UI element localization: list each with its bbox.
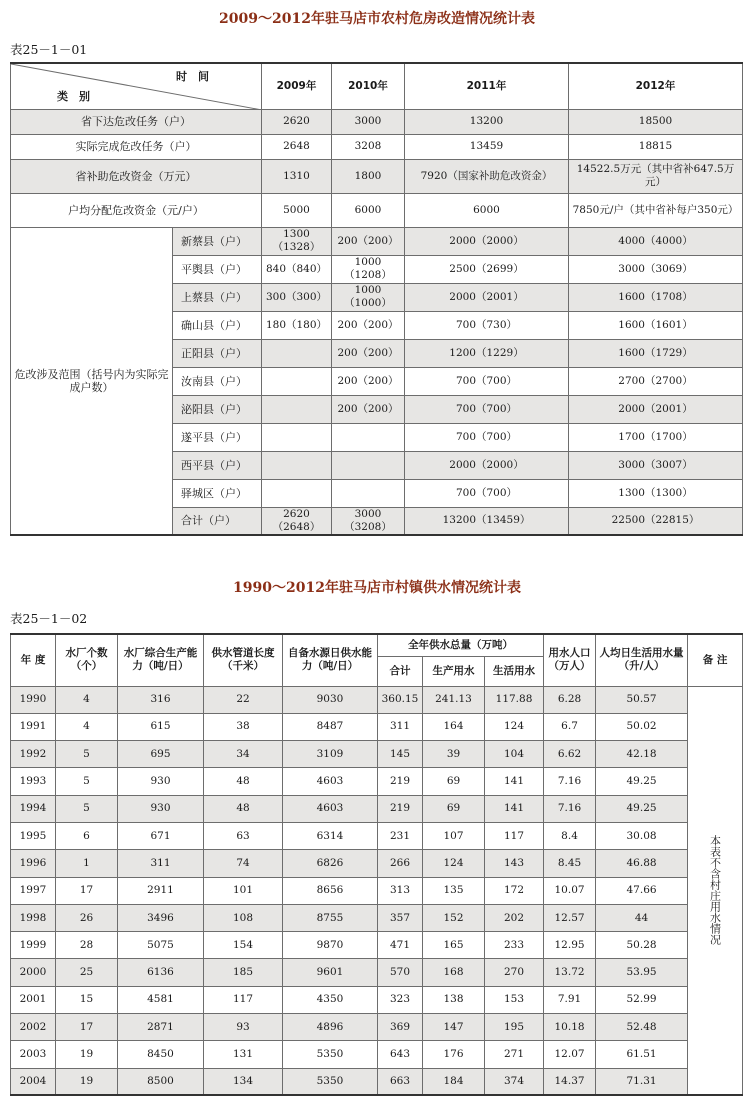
table-cell: 8500 (118, 1068, 204, 1095)
table-row (11, 1014, 743, 1041)
table-row (11, 850, 743, 877)
table-cell: 124 (423, 850, 485, 877)
table-cell: 1997 (11, 877, 56, 904)
table-cell: 1995 (11, 822, 56, 849)
table-cell: 6.62 (544, 741, 596, 768)
table-cell: 1999 (11, 932, 56, 959)
table-cell: 200（200） (332, 367, 405, 395)
col-header-year: 年 度 (11, 634, 56, 686)
table1-title: 2009～2012年驻马店市农村危房改造情况统计表 (219, 11, 535, 27)
table-cell: 5350 (283, 1068, 378, 1095)
table-cell: 172 (485, 877, 544, 904)
year-header: 2010年 (332, 63, 405, 109)
table-cell: 10.18 (544, 1014, 596, 1041)
col-header-pipe: 供水管道长度（千米） (204, 634, 283, 686)
table-cell: 4581 (118, 986, 204, 1013)
table-cell: 4000（4000） (569, 227, 743, 255)
table-cell: 180（180） (262, 311, 332, 339)
col-header-remarks: 备 注 (688, 634, 743, 686)
table-cell: 8656 (283, 877, 378, 904)
year-header: 2009年 (262, 63, 332, 109)
table-row (11, 822, 743, 849)
table-cell: 18500 (569, 109, 743, 134)
table-cell: 101 (204, 877, 283, 904)
table-cell: 2004 (11, 1068, 56, 1095)
table-cell: 3000（3069） (569, 255, 743, 283)
county-label: 正阳县（户） (173, 339, 262, 367)
table-cell: 44 (596, 904, 688, 931)
time-header-label: 时 间 (176, 70, 209, 83)
table-cell: 195 (485, 1014, 544, 1041)
table-cell: 8.45 (544, 850, 596, 877)
table-cell (262, 395, 332, 423)
table-cell: 615 (118, 713, 204, 740)
table-row (11, 986, 743, 1013)
col-header-annual-total: 全年供水总量（万吨） (378, 634, 544, 656)
table-cell: 1998 (11, 904, 56, 931)
table-cell: 117 (204, 986, 283, 1013)
table-cell: 154 (204, 932, 283, 959)
table-row (11, 159, 743, 193)
table-row (11, 193, 743, 227)
table-cell: 3496 (118, 904, 204, 931)
year-header: 2012年 (569, 63, 743, 109)
table-cell: 3000（3007） (569, 451, 743, 479)
table-row (11, 877, 743, 904)
table-cell (332, 423, 405, 451)
table-cell: 108 (204, 904, 283, 931)
county-label: 上蔡县（户） (173, 283, 262, 311)
table-cell: 8.4 (544, 822, 596, 849)
county-label: 合计（户） (173, 507, 262, 535)
table-cell: 2500（2699） (405, 255, 569, 283)
table-cell: 141 (485, 768, 544, 795)
table-cell: 74 (204, 850, 283, 877)
table-cell: 3000（3208） (332, 507, 405, 535)
table-cell: 168 (423, 959, 485, 986)
county-label: 西平县（户） (173, 451, 262, 479)
year-header: 2011年 (405, 63, 569, 109)
table-cell: 17 (56, 877, 118, 904)
table-cell: 46.88 (596, 850, 688, 877)
table-cell: 9030 (283, 686, 378, 713)
table-cell: 2000（2000） (405, 227, 569, 255)
row-label: 户均分配危改资金（元/户） (11, 193, 262, 227)
table-cell: 61.51 (596, 1041, 688, 1068)
table-cell: 50.02 (596, 713, 688, 740)
table-cell: 25 (56, 959, 118, 986)
table-cell: 4603 (283, 795, 378, 822)
table-cell: 271 (485, 1041, 544, 1068)
table-cell: 1200（1229） (405, 339, 569, 367)
table-cell: 570 (378, 959, 423, 986)
table-cell: 231 (378, 822, 423, 849)
category-header-label: 类 别 (57, 90, 90, 103)
table-cell: 69 (423, 768, 485, 795)
table-cell: 39 (423, 741, 485, 768)
table-cell: 2003 (11, 1041, 56, 1068)
table-cell (262, 423, 332, 451)
table-cell: 4 (56, 713, 118, 740)
table-cell: 50.28 (596, 932, 688, 959)
table-cell: 1993 (11, 768, 56, 795)
table-cell: 200（200） (332, 395, 405, 423)
table-cell: 1300（1300） (569, 479, 743, 507)
table-cell: 185 (204, 959, 283, 986)
table-cell: 8450 (118, 1041, 204, 1068)
table-cell: 2000 (11, 959, 56, 986)
table-cell: 357 (378, 904, 423, 931)
table-cell: 12.07 (544, 1041, 596, 1068)
table-cell: 1600（1729） (569, 339, 743, 367)
county-label: 新蔡县（户） (173, 227, 262, 255)
table-cell: 700（700） (405, 479, 569, 507)
table-cell: 17 (56, 1014, 118, 1041)
row-label: 省补助危改资金（万元） (11, 159, 262, 193)
table2-code: 表25－1－02 (10, 611, 88, 626)
table-row (11, 1068, 743, 1095)
table-cell: 1000（1000） (332, 283, 405, 311)
table-cell: 360.15 (378, 686, 423, 713)
table-row (11, 1041, 743, 1068)
table-cell: 1600（1708） (569, 283, 743, 311)
table-cell: 7920（国家补助危改资金） (405, 159, 569, 193)
table-cell: 50.57 (596, 686, 688, 713)
col-header-self-supply: 自备水源日供水能力（吨/日） (283, 634, 378, 686)
table-row (11, 959, 743, 986)
table-cell: 18815 (569, 134, 743, 159)
table-cell: 52.48 (596, 1014, 688, 1041)
table-cell: 49.25 (596, 795, 688, 822)
table-cell: 49.25 (596, 768, 688, 795)
table-cell: 6 (56, 822, 118, 849)
table-cell: 107 (423, 822, 485, 849)
table-cell (262, 451, 332, 479)
table-cell: 5350 (283, 1041, 378, 1068)
table-cell: 8755 (283, 904, 378, 931)
table-cell: 28 (56, 932, 118, 959)
table-cell: 7.91 (544, 986, 596, 1013)
table-cell: 6000 (332, 193, 405, 227)
county-label: 确山县（户） (173, 311, 262, 339)
table-cell: 643 (378, 1041, 423, 1068)
col-header-plants: 水厂个数（个） (56, 634, 118, 686)
table-cell: 5 (56, 768, 118, 795)
table-cell: 30.08 (596, 822, 688, 849)
table-cell: 3109 (283, 741, 378, 768)
table-row (11, 904, 743, 931)
table-cell: 2700（2700） (569, 367, 743, 395)
table-cell: 200（200） (332, 311, 405, 339)
table-cell: 233 (485, 932, 544, 959)
county-label: 泌阳县（户） (173, 395, 262, 423)
table-cell: 5 (56, 795, 118, 822)
table-cell: 6136 (118, 959, 204, 986)
table-cell: 2000（2001） (569, 395, 743, 423)
table-cell: 143 (485, 850, 544, 877)
table-cell: 219 (378, 795, 423, 822)
table-cell: 48 (204, 795, 283, 822)
table-row (11, 768, 743, 795)
water-supply-table (10, 633, 743, 1096)
table-cell: 1992 (11, 741, 56, 768)
table-cell: 202 (485, 904, 544, 931)
table-cell (262, 339, 332, 367)
table-cell: 700（700） (405, 367, 569, 395)
table-cell: 6.7 (544, 713, 596, 740)
table-cell: 14522.5万元（其中省补647.5万元） (569, 159, 743, 193)
table-cell: 147 (423, 1014, 485, 1041)
table-cell: 117 (485, 822, 544, 849)
rural-housing-table (10, 62, 743, 536)
table-cell: 93 (204, 1014, 283, 1041)
table-cell: 930 (118, 795, 204, 822)
table-cell: 9870 (283, 932, 378, 959)
table-cell: 184 (423, 1068, 485, 1095)
table-cell: 138 (423, 986, 485, 1013)
table-row (11, 795, 743, 822)
table-cell: 266 (378, 850, 423, 877)
table-cell: 164 (423, 713, 485, 740)
table-cell: 313 (378, 877, 423, 904)
table-cell: 2911 (118, 877, 204, 904)
table-cell: 700（700） (405, 395, 569, 423)
table-cell: 369 (378, 1014, 423, 1041)
col-header-per-capita: 人均日生活用水量（升/人） (596, 634, 688, 686)
table2-title: 1990～2012年驻马店市村镇供水情况统计表 (233, 580, 521, 596)
diagonal-header-cell (11, 63, 262, 109)
table-cell: 145 (378, 741, 423, 768)
table-cell: 700（730） (405, 311, 569, 339)
table-cell: 6314 (283, 822, 378, 849)
table-cell: 34 (204, 741, 283, 768)
table-cell: 1991 (11, 713, 56, 740)
table-cell: 63 (204, 822, 283, 849)
table-cell: 42.18 (596, 741, 688, 768)
table-row (11, 109, 743, 134)
table-cell: 176 (423, 1041, 485, 1068)
table-row (11, 227, 743, 255)
table-cell: 38 (204, 713, 283, 740)
col-header-domestic: 生活用水 (485, 656, 544, 686)
table-cell: 840（840） (262, 255, 332, 283)
table-cell: 1300（1328） (262, 227, 332, 255)
table-cell: 1600（1601） (569, 311, 743, 339)
table-cell: 26 (56, 904, 118, 931)
county-label: 平舆县（户） (173, 255, 262, 283)
table-cell: 1700（1700） (569, 423, 743, 451)
table-cell: 12.57 (544, 904, 596, 931)
table-cell: 19 (56, 1041, 118, 1068)
table-cell: 241.13 (423, 686, 485, 713)
table-cell: 2871 (118, 1014, 204, 1041)
table-cell: 2002 (11, 1014, 56, 1041)
table-cell: 2620（2648） (262, 507, 332, 535)
table-cell: 7850元/户（其中省补每户350元） (569, 193, 743, 227)
table-cell: 6.28 (544, 686, 596, 713)
table-row (11, 686, 743, 713)
table-cell: 1800 (332, 159, 405, 193)
table-cell: 1996 (11, 850, 56, 877)
table-cell (262, 367, 332, 395)
table-row (11, 932, 743, 959)
table-cell: 10.07 (544, 877, 596, 904)
table-cell: 71.31 (596, 1068, 688, 1095)
table-row (11, 741, 743, 768)
table-cell: 471 (378, 932, 423, 959)
scope-label: 危改涉及范围（括号内为实际完成户数） (11, 227, 173, 535)
table-cell: 671 (118, 822, 204, 849)
table-cell: 14.37 (544, 1068, 596, 1095)
table-cell: 48 (204, 768, 283, 795)
remarks-note: 本表不含村庄用水情况 (688, 686, 743, 1095)
table-cell: 6826 (283, 850, 378, 877)
table-cell: 7.16 (544, 795, 596, 822)
table-cell: 4350 (283, 986, 378, 1013)
table-cell: 3000 (332, 109, 405, 134)
table-cell: 19 (56, 1068, 118, 1095)
table-cell: 22 (204, 686, 283, 713)
table-cell: 2648 (262, 134, 332, 159)
table-cell: 131 (204, 1041, 283, 1068)
table-cell: 200（200） (332, 339, 405, 367)
table-cell: 311 (378, 713, 423, 740)
county-label: 遂平县（户） (173, 423, 262, 451)
table-cell: 141 (485, 795, 544, 822)
county-label: 驿城区（户） (173, 479, 262, 507)
table-cell: 3208 (332, 134, 405, 159)
table-cell: 13200（13459） (405, 507, 569, 535)
table-cell: 4 (56, 686, 118, 713)
col-header-population: 用水人口（万人） (544, 634, 596, 686)
table-cell: 2001 (11, 986, 56, 1013)
table-cell: 165 (423, 932, 485, 959)
table-cell: 117.88 (485, 686, 544, 713)
col-header-capacity: 水厂综合生产能力（吨/日） (118, 634, 204, 686)
table-row (11, 713, 743, 740)
table-cell: 700（700） (405, 423, 569, 451)
row-label: 省下达危改任务（户） (11, 109, 262, 134)
table-cell: 316 (118, 686, 204, 713)
table-cell: 13.72 (544, 959, 596, 986)
table-cell: 69 (423, 795, 485, 822)
table-cell: 1000（1208） (332, 255, 405, 283)
table-cell: 2000（2000） (405, 451, 569, 479)
col-header-production: 生产用水 (423, 656, 485, 686)
table-cell: 323 (378, 986, 423, 1013)
table-cell: 270 (485, 959, 544, 986)
col-header-total: 合计 (378, 656, 423, 686)
table-cell: 6000 (405, 193, 569, 227)
table-cell: 22500（22815） (569, 507, 743, 535)
county-label: 汝南县（户） (173, 367, 262, 395)
table-cell: 12.95 (544, 932, 596, 959)
table-cell: 8487 (283, 713, 378, 740)
table-cell: 663 (378, 1068, 423, 1095)
table-cell (332, 479, 405, 507)
table-cell: 200（200） (332, 227, 405, 255)
table-row (11, 134, 743, 159)
table-cell: 135 (423, 877, 485, 904)
table1-code: 表25－1－01 (10, 42, 88, 57)
table-cell: 153 (485, 986, 544, 1013)
table-cell: 695 (118, 741, 204, 768)
table-cell: 374 (485, 1068, 544, 1095)
table-cell (332, 451, 405, 479)
table-cell: 4603 (283, 768, 378, 795)
table-cell: 1994 (11, 795, 56, 822)
table-cell: 5000 (262, 193, 332, 227)
table-cell: 7.16 (544, 768, 596, 795)
table-cell: 2000（2001） (405, 283, 569, 311)
table-cell: 311 (118, 850, 204, 877)
table-cell: 152 (423, 904, 485, 931)
table-cell: 1310 (262, 159, 332, 193)
table-cell: 9601 (283, 959, 378, 986)
table-cell: 13459 (405, 134, 569, 159)
table-cell: 52.99 (596, 986, 688, 1013)
table-cell (262, 479, 332, 507)
table-cell: 53.95 (596, 959, 688, 986)
table-cell: 2620 (262, 109, 332, 134)
table-cell: 124 (485, 713, 544, 740)
table-cell: 5075 (118, 932, 204, 959)
table-cell: 13200 (405, 109, 569, 134)
table-cell: 300（300） (262, 283, 332, 311)
table-cell: 930 (118, 768, 204, 795)
row-label: 实际完成危改任务（户） (11, 134, 262, 159)
table-cell: 219 (378, 768, 423, 795)
table-cell: 104 (485, 741, 544, 768)
table-cell: 1990 (11, 686, 56, 713)
table-cell: 5 (56, 741, 118, 768)
table-cell: 4896 (283, 1014, 378, 1041)
table-cell: 1 (56, 850, 118, 877)
table-cell: 15 (56, 986, 118, 1013)
table-cell: 134 (204, 1068, 283, 1095)
table-cell: 47.66 (596, 877, 688, 904)
